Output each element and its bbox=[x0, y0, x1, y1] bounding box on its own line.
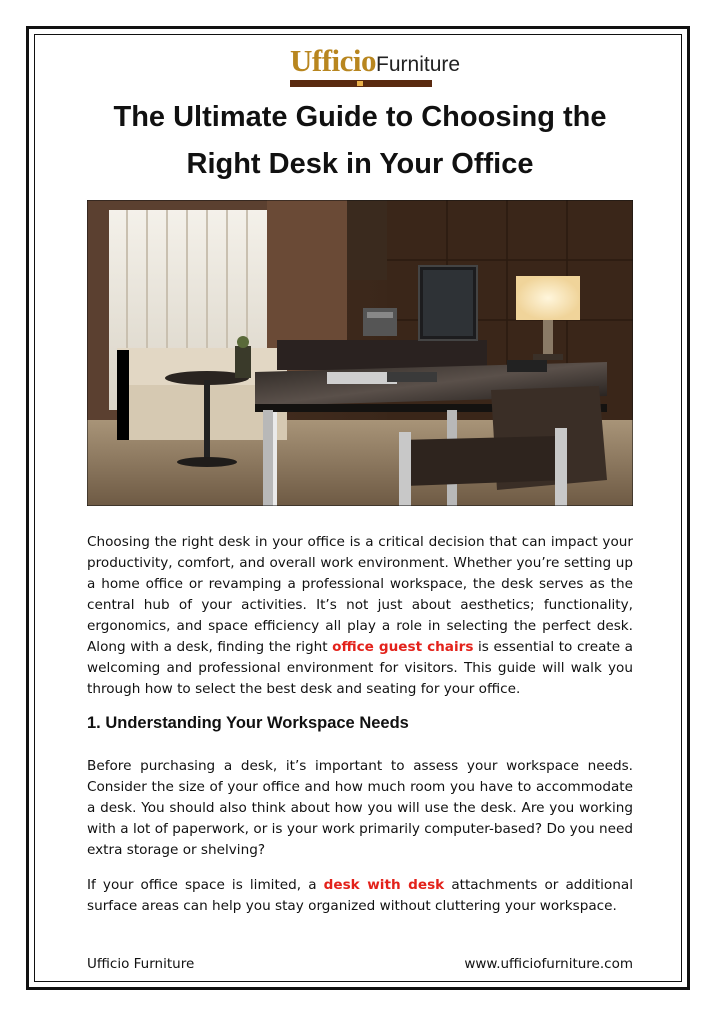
intro-text-end: is essential to create a welcoming and professional environment for visitors. This guide will walk you through how to select the best desk and seating for your office. bbox=[87, 639, 633, 697]
logo-ufficio-text: Ufficio bbox=[290, 43, 377, 78]
page-title bbox=[80, 94, 640, 188]
footer-company-name: Ufficio Furniture bbox=[87, 956, 195, 972]
brand-logo[interactable] bbox=[290, 43, 461, 90]
logo-wordmark bbox=[290, 44, 460, 84]
section-heading-workspace-needs: 1. Understanding Your Workspace Needs bbox=[87, 714, 409, 732]
office-guest-chairs-link[interactable]: office guest chairs bbox=[332, 639, 474, 655]
desk-with-desk-link[interactable]: desk with desk bbox=[323, 877, 445, 893]
title-line-1: The Ultimate Guide to Choosing the bbox=[113, 101, 607, 133]
limited-space-text-start: If your office space is limited, a bbox=[87, 877, 324, 893]
logo-accent-dot bbox=[357, 81, 363, 86]
office-photo bbox=[87, 200, 633, 506]
intro-paragraph bbox=[87, 532, 633, 700]
workspace-needs-paragraph: Before purchasing a desk, it’s important to assess your workspace needs. Consider the size of your office and how much room you have to accommodate a desk. You should also think about how you will use the desk. Are you working with a lot of paperwork, or is your work primarily computer-based? Do you need extra storage or shelving? bbox=[87, 758, 633, 858]
limited-space-paragraph bbox=[87, 875, 633, 917]
limited-space-text-end: attachments or additional surface areas can help you stay organized without cluttering your workspace. bbox=[87, 877, 633, 914]
intro-text-start: Choosing the right desk in your office is a critical decision that can impact your productivity, comfort, and overall work environment. Whether you’re setting up a home office or revamping a professional workspace, the desk serves as the central hub of your activities. It’s not just about aesthetics; functionality, ergonomics, and space efficiency all play a role in selecting the perfect desk. Along with a desk, finding the right bbox=[87, 534, 633, 655]
footer-website-link[interactable]: www.ufficiofurniture.com bbox=[464, 956, 633, 972]
logo-furniture-text: Furniture bbox=[376, 53, 461, 76]
title-line-2: Right Desk in Your Office bbox=[186, 148, 534, 180]
